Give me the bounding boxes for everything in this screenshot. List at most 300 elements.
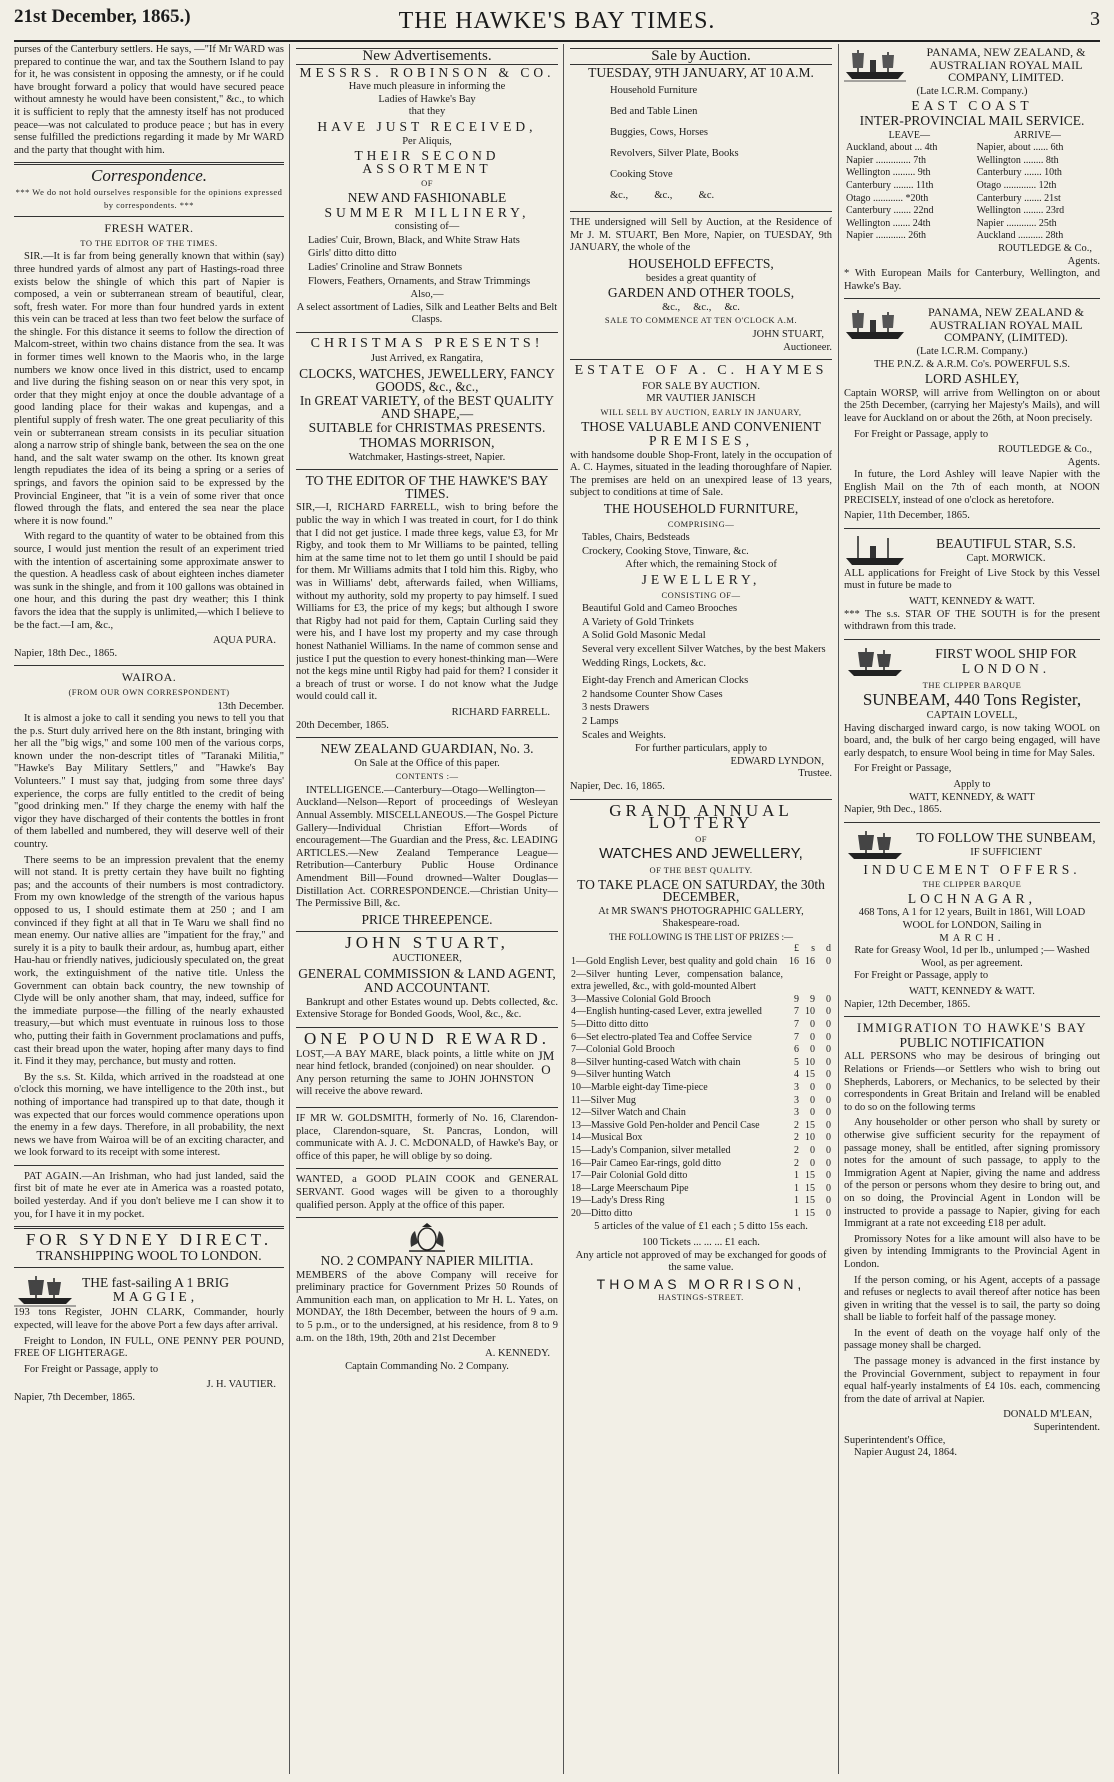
morrison-signature: THOMAS MORRISON, [596,1275,806,1292]
prize-row [570,994,832,1007]
prize-col-pence: d [826,943,831,955]
christmas-line: Just Arrived, ex Rangatira, [370,353,484,365]
brand-mark: JM O [537,1047,555,1077]
first-wool-title: FIRST WOOL SHIP FOR [935,646,1077,662]
prize-row [570,1082,832,1095]
mail-schedule [844,130,1100,243]
newspaper-title: THE HAWKE'S BAY TIMES. [398,8,716,34]
prize-description: 6—Set electro-plated Tea and Coffee Service [571,1031,752,1043]
prize-shillings: 0 [810,1082,815,1093]
lochnagar-title: LOCHNAGAR, [907,890,1037,906]
prize-pence [816,969,832,994]
prize-row [570,1107,832,1120]
robinson-line: HAVE JUST RECEIVED, [317,118,537,134]
prize-shillings: 15 [805,1182,815,1194]
prize-description: 9—Silver hunting Watch [571,1069,671,1081]
steamship-icon [844,534,906,568]
list-item: Ladies' Crinoline and Straw Bonnets [308,261,463,273]
maggie-freight: Freight to London, IN FULL, ONE PENNY PER POUND, FREE OF LIGHTERAGE. [14,1335,284,1360]
fresh-water-to: TO THE EDITOR OF THE TIMES. [80,237,218,248]
prize-pence: 0 [826,1157,831,1169]
rule [14,1267,284,1268]
list-item: &c., &c., &c. [610,190,715,202]
prize-pence: 0 [826,1119,831,1131]
lottery-five: 5 articles of the value of £1 each ; 5 ditto 15s each. [594,1220,808,1232]
schedule-row [844,205,1100,218]
john-stuart-line: GENERAL COMMISSION & LAND AGENT, [298,965,556,981]
rule [14,162,284,165]
militia-title: NO. 2 COMPANY NAPIER MILITIA. [320,1253,534,1269]
prize-description: 17—Pair Colonial Gold ditto [571,1170,688,1182]
prize-description: 1—Gold English Lever, best quality and gold chain [571,956,778,968]
prize-pounds: 1 [794,1182,799,1194]
prize-row [570,1208,832,1221]
lottery-watches: WATCHES AND JEWELLERY, [599,845,803,863]
prize-row [570,969,832,994]
john-stuart-line: AUCTIONEER, [392,953,462,964]
john-stuart-title: JOHN STUART, [345,933,509,953]
mclean-role: Superintendent. [1033,1422,1100,1434]
list-item: Beautiful Gold and Cameo Brooches [582,603,738,615]
rule [296,332,558,333]
prize-shillings: 0 [810,1144,815,1156]
maggie-date: Napier, 7th December, 1865. [14,1392,136,1403]
nz-guardian-contents: CONTENTS :— [395,771,459,782]
lottery-tickets: 100 Tickets ... ... ... £1 each. [642,1237,760,1249]
prize-pence: 0 [826,1132,831,1144]
robinson-select: A select assortment of Ladies, Silk and Leather Belts and Belt Clasps. [296,301,558,326]
list-item: Scales and Weights. [582,729,666,741]
rule [844,1016,1100,1017]
prize-description: 15—Lady's Companion, silver metalled [571,1144,731,1156]
column-1 [14,44,284,1774]
maggie-apply: For Freight or Passage, apply to [24,1363,159,1375]
nz-guardian-body: INTELLIGENCE.—Canterbury—Otago—Wellington—Auckland—Nelson—Report of proceedings of Wesleyan Annual Assembly. MISCELLANEOUS.—The Gospel Picture Gallery—Individual Christian Effort—Words of encouragement—The Guardian and the Press, &c. LEADING ARTICLES.—New Zealand Temperance League—Retribution—Canterbury Public House Ordinance Amendment Bill—Found drowned—Walter Douglas—Distillation Act. CORRESPONDENCE.—Christian Unity—The Permissive Bill, &c. [296,784,558,910]
prize-pence: 0 [826,1044,831,1056]
rule [296,1217,558,1218]
ship-icon [14,1273,76,1307]
further-particulars: For further particulars, apply to [634,743,768,755]
robinson-line: that they [408,106,446,118]
prize-col-shillings: s [811,943,815,955]
rule [844,822,1100,823]
wairoa-p1: It is almost a joke to call it sending you news to tell you that the p.s. Sturt duly arrived here on the 8th instant, bringing with her all the "big wigs," and some 100 men of the various corps, known under the non-descript titles of "Taranaki Militia," "Hawke's Bay Military Settlers," and "Hawke's Bay Volunteers." I must say that, judging from some three days' experience, the corps are fully entitled to the credit of being "good drinking men." If they charge the enemy with half the vigor they have discharged of their contents the bottles in front of them labelled and numbered, they will deserve well of their country. [14,713,284,851]
sydney-title: FOR SYDNEY DIRECT. [25,1230,273,1250]
prize-pounds [784,969,800,994]
arrive-header: ARRIVE— [1013,129,1061,141]
comprising: COMPRISING— [667,518,735,529]
rule [14,1165,284,1166]
schedule-leave: Canterbury ........ 11th [846,179,934,191]
lochnagar-signature: WATT, KENNEDY & WATT. [909,986,1035,998]
column-divider [289,44,290,1774]
lottery-following: THE FOLLOWING IS THE LIST OF PRIZES :— [609,931,793,942]
maggie-heading: THE fast-sailing A 1 BRIG [82,1274,229,1290]
prize-shillings: 0 [810,1031,815,1043]
prize-row [570,1170,832,1183]
beautiful-star-captain: Capt. MORWICK. [966,552,1046,564]
column-4 [844,44,1100,1774]
prize-row [570,1006,832,1019]
jewellery-title: JEWELLERY, [641,572,761,588]
prize-pounds: 1 [794,1195,799,1207]
list-item: Cooking Stove [610,169,673,181]
prize-description: 2—Silver hunting Lever, compensation balance, extra jewelled, &c., with gold-mounted Albert [571,968,783,993]
prize-description: 12—Silver Watch and Chain [571,1107,686,1119]
schedule-arrive: Auckland .......... 28th [976,230,1064,242]
prize-table [570,943,832,1220]
sydney-subtitle: TRANSHIPPING WOOL TO LONDON. [36,1247,262,1263]
prize-shillings: 9 [810,993,815,1005]
royal-arms-icon [405,1223,449,1253]
rule [296,737,558,738]
wairoa-subtitle: (FROM OUR OWN CORRESPONDENT) [68,686,230,697]
superintendent-office: Superintendent's Office, [844,1434,946,1446]
sunbeam-title: SUNBEAM, 440 Tons Register, [862,690,1082,710]
prize-pounds: 7 [794,1006,799,1018]
fresh-water-p1: SIR.—It is far from being generally known that within (say) three hundred yards of almost any part of Hastings-road three exists below the shingle of which this part of Napier is composed, a vein or subterranean stream of beautiful, clear, soft, fresh water. For more than four hundred yards in extent this vein can be traced at less than two feet below the surface of the shingle. For this distance it seems to follow the direction of Malcom-street, within two chains distance from the sea. It was in former times well known to the Maoris who, in the large numbers we know once lived in this district, used to encamp and live during the fishing season on or near this very spot, in order that they might enjoy at once the double advantage of a good landing place for their wakas and kupengas, and a plentiful supply of fresh water. The one great peculiarity of this vein or subterranean stream consists in its peculiar situation along a narrow strip of shingle bank, between the sea on the one hand, and the salt water swamp on the other. Its known great length repudiates the idea of its being a spring or a series of springs, and favors the opinion said to be expressed by the Provincial Engineer, that "it is a vein of some river that once flowed through the flats, and entered the sea near the place where it is now found." [14,251,284,527]
prize-shillings: 15 [805,1207,815,1219]
fresh-water-p2: With regard to the quantity of water to be obtained from this source, I would just mention the result of an experiment tried with the intention of ascertaining some approximate answer to the question. A headless cask of about eighteen inches diameter was sunk in the shingle, and from it 100 gallons was obtained in one hour, and this during the past dry weather; this I think favors the idea that the supply is unlimited,—which I believe to be the fact.—I am, &c., [14,531,284,631]
rule [14,216,284,217]
christmas-title: CHRISTMAS PRESENTS! [310,335,544,351]
robinson-line: Per Aliquis, [402,135,452,147]
list-item: Crockery, Cooking Stove, Tinware, &c. [582,545,749,557]
schedule-rows [844,142,1100,243]
schedule-arrive: Canterbury ....... 21st [976,192,1061,204]
leave-header: LEAVE— [888,129,931,141]
lyndon-signature: EDWARD LYNDON, [730,755,824,767]
rule [844,298,1100,299]
pnz2-header [844,304,1100,346]
robinson-title: MESSRS. ROBINSON & CO. [299,64,555,80]
christmas-line: In GREAT VARIETY, of the BEST QUALITY AND SHAPE,— [299,393,555,421]
prize-pounds: 2 [794,1157,799,1169]
fresh-water-date: Napier, 18th Dec., 1865. [14,647,118,659]
schedule-leave: Auckland, about ... 4th [846,142,938,154]
tuesday-title: TUESDAY, 9TH JANUARY, AT 10 A.M. [588,64,814,80]
sunbeam-apply: Apply to [953,778,991,790]
prize-pence: 0 [826,1107,831,1119]
prize-shillings: 0 [810,1157,815,1169]
estate-title: ESTATE OF A. C. HAYMES [574,363,828,379]
prize-description: 8—Silver hunting-cased Watch with chain [571,1056,741,1068]
prize-pounds: 5 [794,1056,799,1068]
prize-pence: 0 [826,1019,831,1031]
pnz2-title: PANAMA, NEW ZEALAND & AUSTRALIAN ROYAL MAIL COMPANY, (LIMITED). [928,305,1084,345]
fresh-water-title: FRESH WATER. [104,221,194,236]
lottery-at: At MR SWAN'S PHOTOGRAPHIC GALLERY, Shakespeare-road. [598,905,804,930]
nz-guardian-price: PRICE THREEPENCE. [361,911,493,927]
to-follow-title: TO FOLLOW THE SUNBEAM, [916,830,1096,846]
prize-pence: 0 [826,1082,831,1093]
prize-shillings: 15 [805,1069,815,1081]
sale-by-auction-header: Sale by Auction. [570,48,832,65]
prize-rows [570,956,832,1220]
prize-row [570,1044,832,1057]
pound-reward-body: LOST,—A BAY MARE, black points, a little white on near hind fetlock, branded (conjoined) on near shoulder. Any person returning the same to JOHN JOHNSTON will receive the above reward. [296,1048,534,1098]
schedule-arrive: Otago ............. 12th [976,179,1057,191]
prize-shillings [800,969,816,994]
christmas-signature: THOMAS MORRISON, [359,435,495,451]
estate-by: MR VAUTIER JANISCH [646,393,756,405]
prize-description: 18—Large Meerschaum Pipe [571,1182,689,1194]
schedule-leave: Napier ............ 26th [846,230,926,242]
schedule-arrive: Napier ............ 25th [976,217,1057,229]
rule [844,639,1100,640]
rule [296,931,558,932]
editor-letter-title: TO THE EDITOR OF THE HAWKE'S BAY TIMES. [305,473,549,501]
schedule-row [844,180,1100,193]
schedule-row [844,218,1100,231]
column-2 [296,44,558,1774]
sale-commence: SALE TO COMMENCE AT TEN O'CLOCK A.M. [604,315,798,326]
schedule-leave: Wellington ......... 9th [846,167,931,179]
prize-shillings: 0 [810,1019,815,1031]
household-furniture: THE HOUSEHOLD FURNITURE, [603,501,799,517]
estate-when: WILL SELL BY AUCTION, EARLY IN JANUARY, [600,406,802,417]
prize-row [570,1195,832,1208]
john-stuart-role: Auctioneer. [783,341,832,353]
editorial-continuation: purses of the Canterbury settlers. He says, —"If Mr WARD was prepared to continue the war, and tax the Southern Island to pay for it, he was consistent in opposing the amnesty, or if he could have brought forward a policy that would have secured peace without amnesty he would have been consistent," &c., to which it is sufficient to reply that the amnesty itself has not produced peace—was not calculated to produce peace ; but has in every sense fulfilled the predictions regarding it made by Mr WARD and the party that thought with him. [14,44,284,156]
correspondence-heading: Correspondence. [91,166,207,186]
pnz2-late: (Late I.C.R.M. Company.) [916,346,1028,358]
robinson-items [308,235,558,288]
militia-signature: A. KENNEDY. [485,1348,550,1360]
rule [570,359,832,360]
maggie-name: MAGGIE, [112,1289,199,1305]
immigration-p6: The passage money is advanced in the first instance by the Provincial Government, subject to repayment in four equal half-yearly instalments of £4 10s. each, commencing from the date of arrival at Napier. [844,1356,1100,1405]
after-which: After which, the remaining Stock of [625,559,777,571]
powerful-ss: THE P.N.Z. & A.R.M. Co's. POWERFUL S.S. [873,358,1071,370]
routledge2-signature: ROUTLEDGE & Co., [998,444,1092,456]
beautiful-star-title: BEAUTIFUL STAR, S.S. [936,536,1076,552]
rule [296,1168,558,1169]
maggie-header [14,1273,284,1307]
consisting-of: CONSISTING OF— [661,589,741,600]
to-follow-if: IF SUFFICIENT [970,846,1042,858]
lochnagar-rate: Rate for Greasy Wool, 1d per lb., unlumped ;— Washed Wool, as per agreement. [854,945,1090,969]
beautiful-star-signature: WATT, KENNEDY & WATT. [909,595,1035,607]
lochnagar-march: MARCH. [939,932,1005,944]
list-item: Flowers, Feathers, Ornaments, and Straw Trimmings [308,275,531,287]
prize-shillings: 10 [805,1132,815,1144]
lochnagar-body: 468 Tons, A 1 for 12 years, Built in 1861, Will LOAD WOOL for LONDON, Sailing in [858,907,1086,932]
wairoa-p3: By the s.s. St. Kilda, which arrived in the roadstead at one o'clock this morning, we have intelligence to the 20th inst., but nothing of importance had transpired up to that date, though it was expected that our forces would commence operations upon the enemy in a few days. Therefore, in all probability, the next news we have from Wairoa will be of an exciting character, and we look forward to its receipt with some interest. [14,1071,284,1159]
prize-description: 20—Ditto ditto [571,1207,633,1219]
prize-header-row [570,943,832,956]
schedule-row [844,155,1100,168]
list-item: Ladies' Cuir, Brown, Black, and White Straw Hats [308,234,520,246]
schedule-row [844,193,1100,206]
goldsmith-notice: IF MR W. GOLDSMITH, formerly of No. 16, Clarendon-place, Clarendon-square, St. Pancras, London, will communicate with A. J. C. McDONALD, of Hawke's Bay, or office of this paper, he will oblige by so doing. [296,1112,558,1162]
prize-row [570,1145,832,1158]
robinson-also: Also,— [410,289,444,301]
prize-pounds: 2 [794,1132,799,1144]
pat-again: PAT AGAIN.—An Irishman, who had just landed, said the first bit of mate he ever ate in America was a roasted potato, boiled yesterday. And if you don't believe me I can show it to you, for I have it in my pocket. [14,1170,284,1220]
prize-pence: 0 [826,1094,831,1106]
new-advertisements-header: New Advertisements. [296,48,558,65]
maggie-signature: J. H. VAUTIER. [206,1379,276,1391]
sunbeam-date: Napier, 9th Dec., 1865. [844,804,942,816]
sunbeam-body: Having discharged inward cargo, is now taking WOOL on board, and, the bulk of her cargo being engaged, will have early despatch, to ensure Wool being in time for May Sales. [844,722,1100,759]
garden-tools: GARDEN AND OTHER TOOLS, [607,285,795,301]
lord-ashley: LORD ASHLEY, [924,371,1020,387]
list-item: Bed and Table Linen [610,106,698,118]
prize-shillings: 0 [810,1044,815,1056]
list-item: Eight-day French and American Clocks [582,675,749,687]
robinson-line: THEIR SECOND ASSORTMENT [354,148,500,176]
prize-pounds: 7 [794,1031,799,1043]
wairoa-p2: There seems to be an impression prevalent that the enemy will not stand. It is pretty certain they have built no fighting pas; and the accounts of their numbers is most contradictory. From my own knowledge of the strength of the various hapus opposed to us, I should estimate them at 250 ; and I am convinced if they fight at all that in Te Waru we shall find no mean enemy. Our native allies are "impatient for the fray," and surely it is a pity to baulk their ardour, as, humbug apart, either Hau-hau or friendly natives, judiciously speculated on, the great work, the extinguishment of the native title. Unless the Government can obtain back country, the new township of Clyde will be only another sham, that may, indeed, suffice for the immediate purpose—the filling of the nearly exhausted treasury,—but which must eventuate in ruinous loss to those who, putting their faith in Government proclamations and puffs, cast their bread upon the water, hoping after many days to find it. Find it they may, perchance, but musty and rotten. [14,854,284,1068]
prize-pounds: 3 [794,1082,799,1093]
pnz-late: (Late I.C.R.M. Company.) [916,85,1028,97]
list-item: 2 Lamps [582,715,619,727]
schedule-leave: Wellington ....... 24th [846,217,931,229]
list-item: 2 handsome Counter Show Cases [582,688,723,700]
disclaimer: *** We do not hold ourselves responsible for the opinions expressed by correspondents. *** [15,186,283,210]
list-item: Household Furniture [610,85,698,97]
east-coast: EAST COAST [911,98,1033,114]
prize-description: 3—Massive Colonial Gold Brooch [571,993,711,1005]
immigration-public: PUBLIC NOTIFICATION [899,1034,1045,1050]
schedule-row [844,142,1100,155]
schedule-arrive: Wellington ........ 23rd [976,205,1065,217]
ship-icon [844,828,906,862]
list-item: A Variety of Gold Trinkets [582,616,694,628]
christmas-line: SUITABLE for CHRISTMAS PRESENTS. [308,420,546,436]
estate-subtitle: FOR SALE BY AUCTION. [641,380,761,392]
prize-row [570,1032,832,1045]
prize-pounds: 4 [794,1069,799,1081]
militia-body: MEMBERS of the above Company will receive for preliminary practice for Government Prizes 50 Rounds of Ammunition each man, on application to Mr H. L. Yates, on MONDAY, the 18th December, between the hours of 9 a.m. to 5 p.m., or to the undersigned, at his residence, from 8 to 9 a.m. on the 18th, 19th, 20th and 21st December [296,1269,558,1344]
immigration-p1: ALL PERSONS who may be desirous of bringing out Relations or Friends—or Settlers who wish to bring out Shepherds, Laborers, or Mechanics, to be selected by their correspondents in Great Britain and Ireland will be enabled to do so on the following terms [844,1051,1100,1113]
lottery-best-quality: OF THE BEST QUALITY. [649,864,753,875]
clipper-barque-2: THE CLIPPER BARQUE [922,879,1022,890]
prize-shillings: 10 [805,1006,815,1018]
prize-col-pounds: £ [794,943,799,955]
prize-row [570,1095,832,1108]
prize-description: 13—Massive Gold Pen-holder and Pencil Case [571,1119,760,1131]
star-of-south: *** The s.s. STAR OF THE SOUTH is for the present withdrawn from this trade. [844,608,1100,633]
besides-text: besides a great quantity of [645,272,757,284]
future-date: Napier, 11th December, 1865. [844,510,970,522]
first-wool-header [844,645,1100,679]
routledge2-role: Agents. [1067,456,1100,468]
tuesday-items [610,81,832,206]
ship-icon [844,645,906,679]
prize-pence: 0 [826,956,831,968]
nz-guardian-sale: On Sale at the Office of this paper. [354,757,500,769]
prize-description: 7—Colonial Gold Brooch [571,1044,675,1056]
prize-row [570,1158,832,1171]
editor-letter-signature: RICHARD FARRELL. [451,706,550,718]
schedule-row [844,167,1100,180]
furniture-items [582,532,832,558]
wanted-cook: WANTED, a GOOD PLAIN COOK and GENERAL SERVANT. Good wages will be given to a thoroughly qualified person. Apply at the office of this paper. [296,1174,558,1211]
schedule-row [844,230,1100,243]
robinson-line: Ladies of Hawke's Bay [378,93,476,105]
militia-captain: Captain Commanding No. 2 Company. [345,1360,509,1372]
prize-pence: 0 [826,1069,831,1081]
pound-reward-wrap [296,1049,558,1102]
immigration-p3: Promissory Notes for a like amount will also have to be given by intending Immigrants to the Provincial Agent in London. [844,1233,1100,1270]
first-wool-london: LONDON. [961,660,1051,676]
prize-description: 10—Marble eight-day Time-piece [571,1082,708,1093]
european-mails: * With European Mails for Canterbury, Wellington, and Hawke's Bay. [844,268,1100,292]
prize-shillings: 0 [810,1107,815,1119]
prize-shillings: 15 [805,1170,815,1182]
list-item: A Solid Gold Masonic Medal [582,630,706,642]
rule [14,665,284,666]
sunbeam-freight: For Freight or Passage, [854,763,952,775]
prize-pence: 0 [826,1207,831,1219]
list-item: Wedding Rings, Lockets, &c. [582,657,706,669]
undersigned-text: THE undersigned will Sell by Auction, at the Residence of Mr J. M. STUART, Ben More, Napier, on TUESDAY, 9th JANUARY, the whole of the [570,217,832,254]
lochnagar-date: Napier, 12th December, 1865. [844,998,971,1010]
prize-shillings: 16 [805,956,815,968]
sunbeam-signature: WATT, KENNEDY, & WATT [909,791,1035,803]
prize-pence: 0 [826,1170,831,1182]
prize-description: 16—Pair Cameo Ear-rings, gold ditto [571,1157,722,1169]
to-follow-header [844,828,1100,862]
john-stuart-signature: JOHN STUART, [752,328,824,340]
schedule-arrive: Wellington ........ 8th [976,154,1059,166]
prize-row [570,1120,832,1133]
prize-pounds: 16 [789,956,799,968]
beautiful-star-header [844,534,1100,568]
schedule-arrive: Napier, about ...... 6th [976,142,1064,154]
future-note: In future, the Lord Ashley will leave Napier with the English Mail on the 7th of each month, at NOON PRECISELY, instead of one o'clock as heretofore. [844,469,1100,506]
rule [570,211,832,212]
prize-pounds: 9 [794,993,799,1005]
steamship-icon [844,308,906,342]
inter-provincial: INTER-PROVINCIAL MAIL SERVICE. [859,112,1085,128]
prize-description: 19—Lady's Dress Ring [571,1195,665,1207]
masthead [14,6,1100,42]
prize-pence: 0 [826,993,831,1005]
fresh-water-signature: AQUA PURA. [212,635,276,647]
prize-shillings: 10 [805,1056,815,1068]
jewellery-items [582,603,832,670]
prize-description: 14—Musical Box [571,1132,643,1144]
prize-pounds: 2 [794,1144,799,1156]
list-item: Tables, Chairs, Bedsteads [582,532,690,544]
lyndon-date: Napier, Dec. 16, 1865. [570,780,665,792]
prize-pounds: 7 [794,1019,799,1031]
prize-pounds: 1 [794,1207,799,1219]
routledge-role: Agents. [1067,255,1100,267]
wairoa-date: 13th December. [217,700,284,712]
lochnagar-freight: For Freight or Passage, apply to [854,970,989,982]
robinson-line: SUMMER MILLINERY, [324,204,530,220]
estate-body: with handsome double Shop-Front, lately in the occupation of A. C. Haymes, situated in the leading thoroughfare of Napier. The premises are held on an unexpired lease of 13 years, subject to conditions at time of Sale. [570,449,832,499]
immigration-date: Napier August 24, 1864. [854,1447,957,1459]
maggie-body: 193 tons Register, JOHN CLARK, Commander, hourly expected, will leave for the above Port a few days after arrival. [14,1307,284,1332]
prize-pence: 0 [826,1006,831,1018]
prize-description: 4—English hunting-cased Lever, extra jewelled [571,1006,762,1018]
schedule-leave: Otago ............ *20th [846,192,929,204]
nz-guardian-title: NEW ZEALAND GUARDIAN, No. 3. [320,741,534,757]
schedule-leave: Napier .............. 7th [846,154,926,166]
christmas-address: Watchmaker, Hastings-street, Napier. [348,451,506,463]
lottery-title: GRAND ANNUAL LOTTERY [609,800,793,833]
lord-ashley-body: Captain WORSP, will arrive from Wellington on or about the 25th December, (carrying her Majesty's Mails), and will leave for Auckland on or about the 26th, at Noon precisely. [844,387,1100,425]
list-item: Several very excellent Silver Watches, by the best Makers [582,644,826,655]
prize-pounds: 2 [794,1119,799,1131]
prize-shillings: 0 [810,1094,815,1106]
issue-date: 21st December, 1865.) [14,6,191,27]
